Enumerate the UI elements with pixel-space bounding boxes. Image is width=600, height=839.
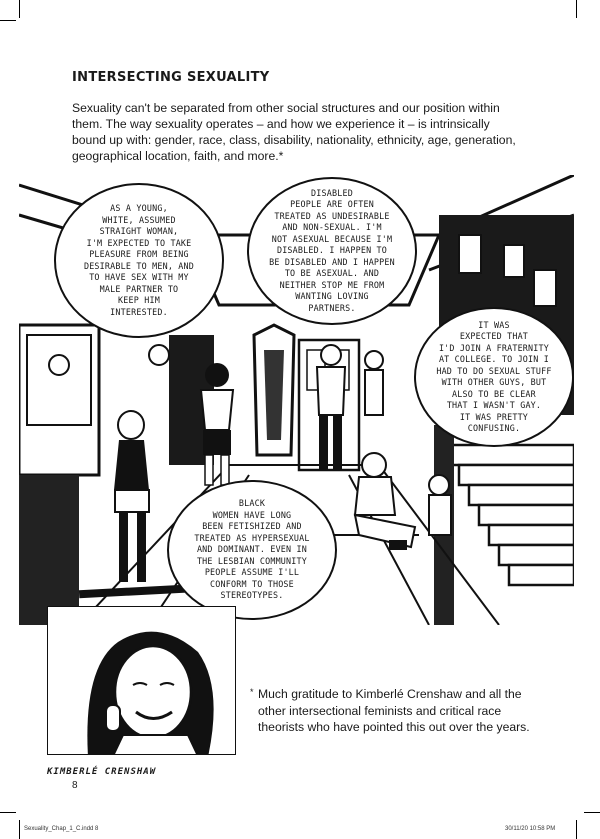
footnote-text: Much gratitude to Kimberlé Crenshaw and all the other intersectional feminists and critical race theorists who have pointed this out over the years. bbox=[258, 687, 530, 734]
speech-bubble-black-women: BLACK WOMEN HAVE LONG BEEN FETISHIZED AND TREATED AS HYPERSEXUAL AND DOMINANT. EVEN IN THE LESBIAN COMMUNITY PEOPLE ASSUME I'LL CONFORM TO THOSE STEREOTYPES. bbox=[167, 480, 337, 620]
crop-mark bbox=[584, 812, 600, 813]
crop-mark bbox=[0, 20, 16, 21]
crop-mark bbox=[576, 820, 577, 839]
speech-bubble-straight-woman: AS A YOUNG, WHITE, ASSUMED STRAIGHT WOMAN, I'M EXPECTED TO TAKE PLEASURE FROM BEING DESIRABLE TO MEN, AND TO HAVE SEX WITH MY MALE PARTNER TO KEEP HIM INTERESTED. bbox=[54, 183, 224, 338]
comic-panel-hallway bbox=[19, 175, 574, 625]
footnote bbox=[250, 686, 548, 736]
footnote-asterisk: * bbox=[250, 687, 254, 697]
crop-mark bbox=[19, 0, 20, 18]
speech-bubble-disabled: DISABLED PEOPLE ARE OFTEN TREATED AS UNDESIRABLE AND NON-SEXUAL. I'M NOT ASEXUAL BECAUSE I'M DISABLED. I HAPPEN TO BE DISABLED AND I HAPPEN TO BE ASEXUAL. AND NEITHER STOP ME FROM WANTING LOVING PARTNERS. bbox=[247, 177, 417, 325]
print-slug-right: 30/11/20 10:58 PM bbox=[505, 826, 556, 832]
crop-mark bbox=[576, 0, 577, 18]
portrait-caption: KIMBERLÉ CRENSHAW bbox=[47, 767, 157, 777]
portrait-illustration bbox=[48, 607, 236, 755]
crop-mark bbox=[0, 812, 16, 813]
speech-bubble-fraternity: IT WAS EXPECTED THAT I'D JOIN A FRATERNITY AT COLLEGE. TO JOIN I HAD TO DO SEXUAL STUFF WITH OTHER GUYS, BUT ALSO TO BE CLEAR THAT I WASN'T GAY. IT WAS PRETTY CONFUSING. bbox=[414, 307, 574, 447]
crop-mark bbox=[19, 820, 20, 839]
print-slug-left: Sexuality_Chap_1_C.indd 8 bbox=[24, 826, 99, 832]
portrait-kimberle-crenshaw bbox=[47, 606, 236, 755]
page-heading: INTERSECTING SEXUALITY bbox=[72, 70, 270, 85]
intro-paragraph: Sexuality can't be separated from other social structures and our position within them. The way sexuality operates – and how we experience it – is intrinsically bound up with: gender, race, class, disability, nationality, ethnicity, age, generation, geographical location, faith, and more.* bbox=[72, 101, 516, 163]
page-number: 8 bbox=[72, 780, 78, 791]
